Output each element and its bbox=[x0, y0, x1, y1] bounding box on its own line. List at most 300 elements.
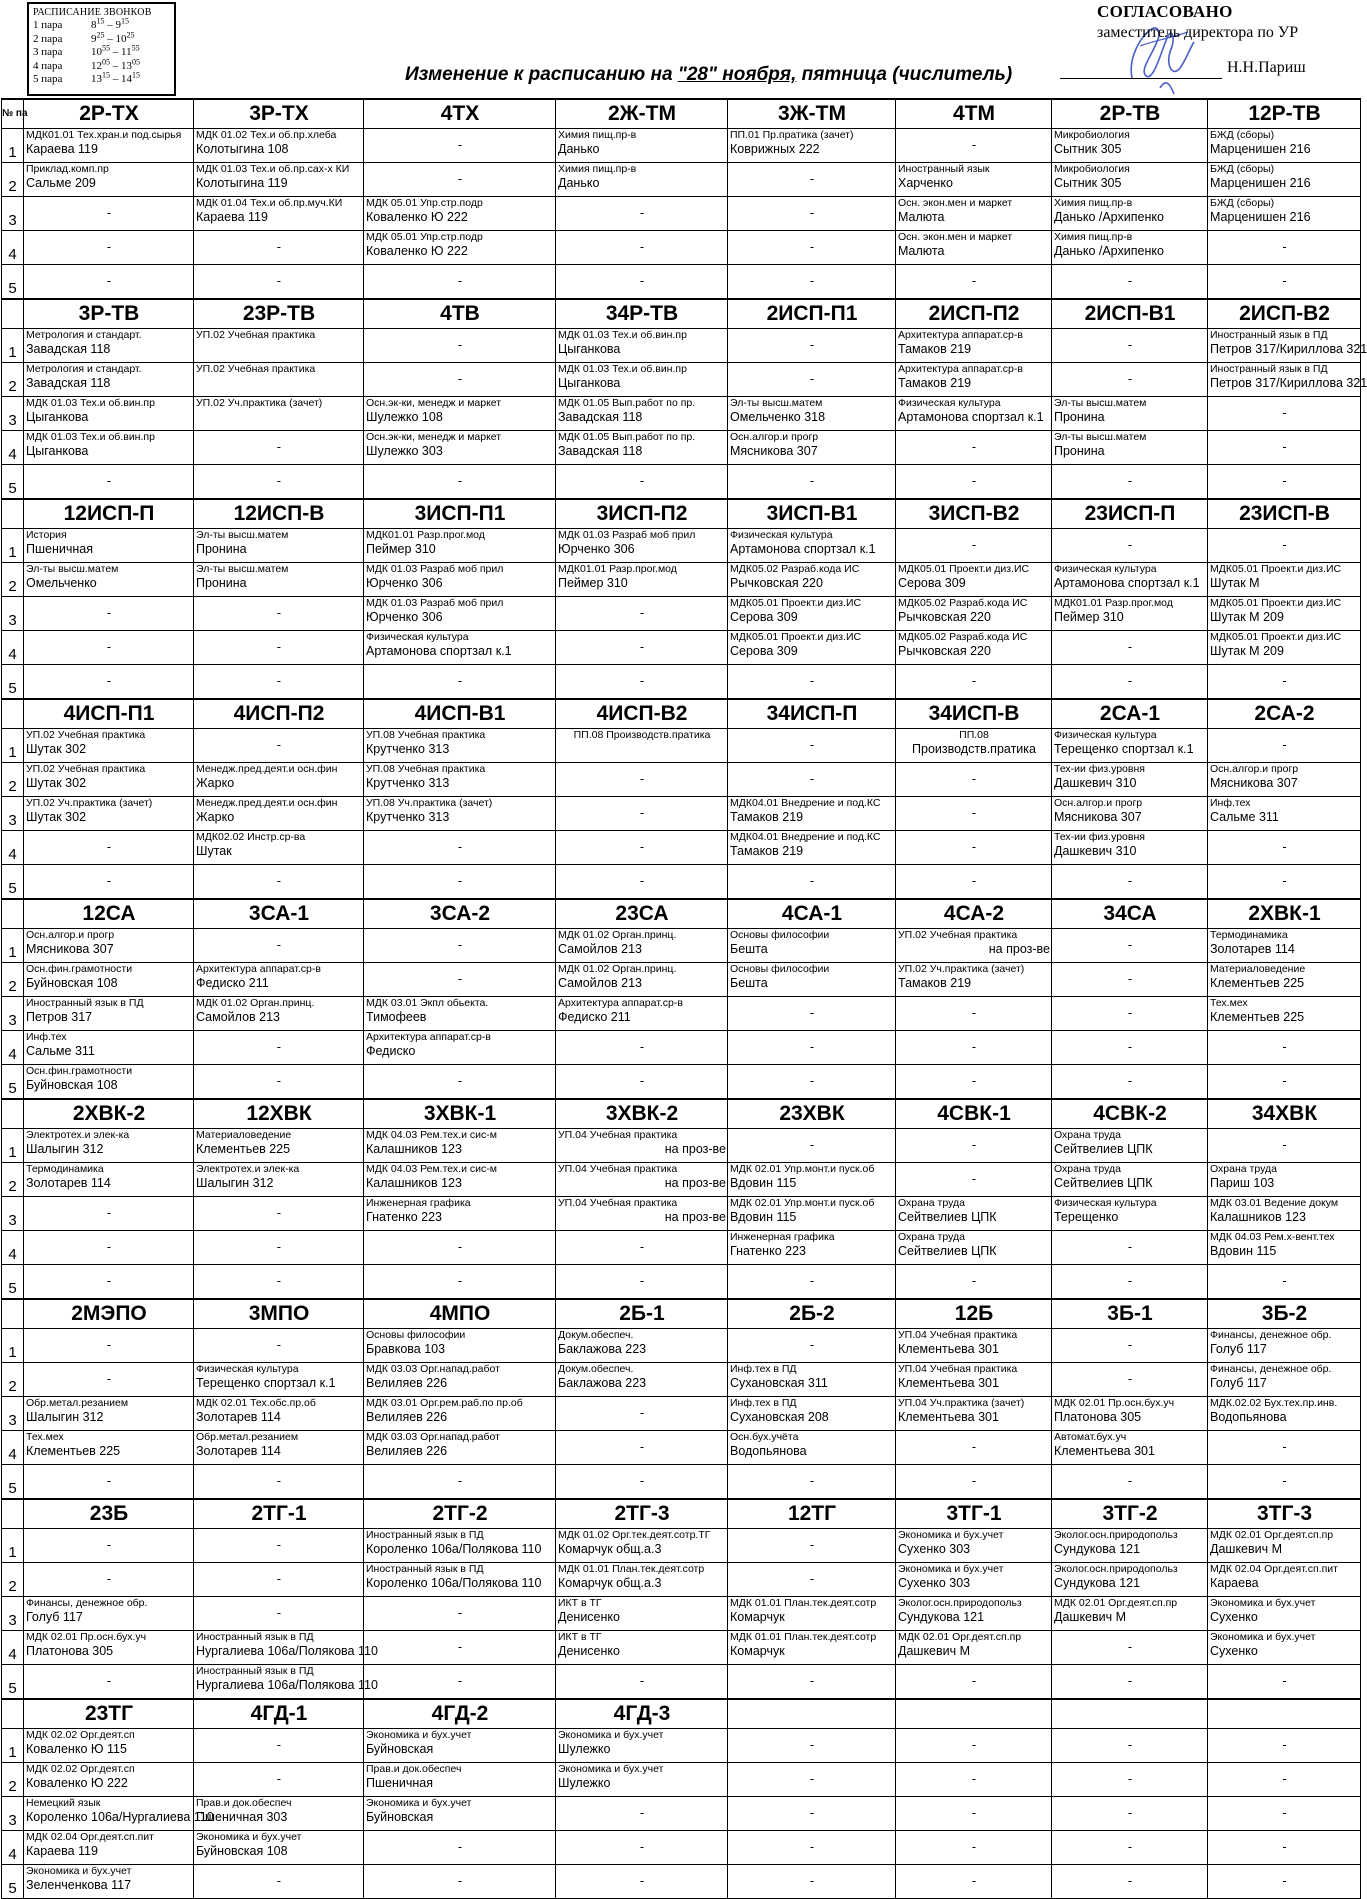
lesson-cell: - bbox=[194, 431, 364, 465]
teacher-room: Юрченко 306 bbox=[366, 576, 443, 590]
bell-label: 4 пара bbox=[33, 59, 63, 72]
teacher-room: Шутак bbox=[196, 844, 232, 858]
group-name: 3ИСП-В1 bbox=[728, 499, 896, 529]
teacher-room: Вдовин 115 bbox=[1210, 1244, 1277, 1258]
lesson-row bbox=[2, 1631, 1361, 1665]
subject-name: МДК 02.01 Пр.осн.бух.уч bbox=[1054, 1397, 1175, 1409]
lesson-cell bbox=[728, 1397, 896, 1431]
subject-name: Тех.мех bbox=[1210, 997, 1248, 1009]
teacher-room: Короленко 106а/Полякова 110 bbox=[366, 1542, 542, 1556]
lesson-row bbox=[2, 1763, 1361, 1797]
subject-name: МДК05.01 Проект.и диз.ИС bbox=[1210, 631, 1342, 643]
teacher-room: Завадская 118 bbox=[558, 410, 643, 424]
subject-name: Физическая культура bbox=[196, 1363, 299, 1375]
lesson-cell: - bbox=[1208, 1431, 1361, 1465]
lesson-number-header bbox=[2, 899, 24, 929]
lesson-row bbox=[2, 1397, 1361, 1431]
subject-name: МДК 01.03 Разраб моб прил bbox=[366, 563, 504, 575]
lesson-row bbox=[2, 1129, 1361, 1163]
lesson-cell bbox=[556, 329, 728, 363]
lesson-cell bbox=[728, 1231, 896, 1265]
lesson-cell bbox=[24, 963, 194, 997]
teacher-room: Коваленко Ю 115 bbox=[26, 1742, 127, 1756]
teacher-room: Данько bbox=[558, 176, 600, 190]
subject-name: Экономика и бух.учет bbox=[196, 1831, 302, 1843]
lesson-row bbox=[2, 1265, 1361, 1300]
lesson-cell bbox=[728, 963, 896, 997]
lesson-cell: - bbox=[556, 1797, 728, 1831]
lesson-cell bbox=[896, 1597, 1052, 1631]
lesson-cell: - bbox=[194, 1763, 364, 1797]
lesson-row bbox=[2, 1363, 1361, 1397]
teacher-room: Пшеничная 303 bbox=[196, 1810, 288, 1824]
lesson-cell bbox=[556, 1631, 728, 1665]
lesson-cell bbox=[1052, 797, 1208, 831]
subject-name: МДК 01.03 Тех.и об.вин.пр bbox=[26, 431, 155, 443]
teacher-room: Золотарев 114 bbox=[1210, 942, 1295, 956]
subject-name: УП.08 Учебная практика bbox=[366, 763, 486, 775]
lesson-cell bbox=[364, 597, 556, 631]
lesson-cell: - bbox=[1052, 665, 1208, 700]
subject-name: МДК 02.01 Орг.деят.сп.пр bbox=[898, 1631, 1022, 1643]
teacher-room: Вдовин 115 bbox=[730, 1176, 797, 1190]
group-name: 3ТГ-2 bbox=[1052, 1499, 1208, 1529]
subject-name: Основы философии bbox=[730, 929, 830, 941]
lesson-number-header bbox=[2, 499, 24, 529]
teacher-room: Данько bbox=[558, 142, 600, 156]
teacher-room: Пеймер 310 bbox=[366, 542, 436, 556]
teacher-room: Мясникова 307 bbox=[26, 942, 114, 956]
lesson-number: 5 bbox=[2, 865, 24, 900]
subject-name: УП.08 Уч.практика (зачет) bbox=[366, 797, 493, 809]
lesson-cell bbox=[896, 231, 1052, 265]
group-name: 4ИСП-В1 bbox=[364, 699, 556, 729]
lesson-row bbox=[2, 129, 1361, 163]
lesson-number: 1 bbox=[2, 1129, 24, 1163]
lesson-cell: - bbox=[364, 831, 556, 865]
lesson-cell bbox=[364, 1329, 556, 1363]
lesson-number: 1 bbox=[2, 329, 24, 363]
subject-name: Инф.тех bbox=[26, 1031, 67, 1043]
teacher-room: Сухенко 303 bbox=[898, 1576, 971, 1590]
lesson-number-header bbox=[2, 1299, 24, 1329]
lesson-cell bbox=[1208, 1197, 1361, 1231]
lesson-cell: - bbox=[1208, 397, 1361, 431]
subject-name: Эл-ты высш.матем bbox=[26, 563, 119, 575]
teacher-room: Самойлов 213 bbox=[196, 1010, 281, 1024]
teacher-room: Завадская 118 bbox=[26, 376, 111, 390]
lesson-cell: - bbox=[24, 1231, 194, 1265]
lesson-cell bbox=[364, 1563, 556, 1597]
lesson-cell bbox=[556, 529, 728, 563]
subject-name: ИКТ в ТГ bbox=[558, 1597, 602, 1609]
teacher-room: Шутак М 209 bbox=[1210, 644, 1284, 658]
subject-name: МДК04.01 Внедрение и под.КС bbox=[730, 831, 881, 843]
lesson-cell: - bbox=[896, 1431, 1052, 1465]
lesson-cell bbox=[364, 1763, 556, 1797]
group-name: 3СА-1 bbox=[194, 899, 364, 929]
group-name: 4ТВ bbox=[364, 299, 556, 329]
teacher-room: Нургалиева 106а/Полякова 110 bbox=[196, 1644, 378, 1658]
lesson-cell bbox=[1052, 831, 1208, 865]
lesson-cell: - bbox=[24, 831, 194, 865]
teacher-room: Комарчук bbox=[730, 1644, 785, 1658]
subject-name: Экономика и бух.учет bbox=[898, 1563, 1004, 1575]
lesson-number: 3 bbox=[2, 397, 24, 431]
group-name: 2ТГ-1 bbox=[194, 1499, 364, 1529]
teacher-room: Крутченко 313 bbox=[366, 742, 450, 756]
teacher-room: Сейтвелиев ЦПК bbox=[898, 1210, 997, 1224]
lesson-cell: - bbox=[1052, 1665, 1208, 1700]
teacher-room: Денисенко bbox=[558, 1610, 620, 1624]
lesson-cell: - bbox=[364, 1665, 556, 1700]
lesson-cell bbox=[728, 1631, 896, 1665]
lesson-cell bbox=[1052, 231, 1208, 265]
lesson-cell bbox=[728, 1163, 896, 1197]
lesson-number: 1 bbox=[2, 529, 24, 563]
teacher-room: Коваленко Ю 222 bbox=[366, 244, 468, 258]
lesson-cell: - bbox=[896, 1065, 1052, 1100]
lesson-number: 5 bbox=[2, 465, 24, 500]
lesson-row bbox=[2, 397, 1361, 431]
lesson-number: 2 bbox=[2, 1363, 24, 1397]
lesson-cell: - bbox=[194, 1197, 364, 1231]
teacher-room: Денисенко bbox=[558, 1644, 620, 1658]
lesson-cell: - bbox=[194, 1065, 364, 1100]
subject-name: МДК 03.03 Орг.напад.работ bbox=[366, 1363, 500, 1375]
teacher-room: Платонова 305 bbox=[1054, 1410, 1142, 1424]
lesson-cell bbox=[896, 729, 1052, 763]
subject-name: Термодинамика bbox=[26, 1163, 104, 1175]
group-name: 3ИСП-П2 bbox=[556, 499, 728, 529]
subject-name: Прав.и док.обеспеч bbox=[196, 1797, 292, 1809]
subject-name: Архитектура аппарат.ср-в bbox=[898, 329, 1023, 341]
group-name: 2СА-2 bbox=[1208, 699, 1361, 729]
lesson-cell: - bbox=[364, 1065, 556, 1100]
lesson-cell: - bbox=[194, 929, 364, 963]
teacher-room: Петров 317/Кириллова 321 bbox=[1210, 376, 1367, 390]
subject-name: УП.02 Уч.практика (зачет) bbox=[26, 797, 153, 809]
subject-name: Менедж.пред.деят.и осн.фин bbox=[196, 763, 338, 775]
lesson-number: 3 bbox=[2, 1797, 24, 1831]
subject-name: МДК 02.01 Тех.обс.пр.об bbox=[196, 1397, 316, 1409]
lesson-cell bbox=[24, 1831, 194, 1865]
bell-time: $13^{15} - 14^{15}$ bbox=[91, 70, 140, 86]
lesson-cell: - bbox=[194, 1563, 364, 1597]
subject-name: Иностранный язык в ПД bbox=[366, 1529, 484, 1541]
subject-name: Докум.обеспеч. bbox=[558, 1329, 634, 1341]
subject-name: Финансы, денежное обр. bbox=[1210, 1329, 1332, 1341]
group-name: 2Р-ТХ bbox=[24, 99, 194, 129]
lesson-cell: - bbox=[1052, 1465, 1208, 1500]
lesson-cell bbox=[728, 1597, 896, 1631]
group-header-row bbox=[2, 1099, 1361, 1129]
group-name: 4ИСП-В2 bbox=[556, 699, 728, 729]
lesson-cell bbox=[1052, 1163, 1208, 1197]
subject-name: МДК 02.01 Упр.монт.и пуск.об bbox=[730, 1197, 875, 1209]
subject-name: МДК05.01 Проект.и диз.ИС bbox=[1210, 597, 1342, 609]
teacher-room: на проз-ве bbox=[664, 1142, 726, 1156]
lesson-cell: - bbox=[1052, 631, 1208, 665]
group-name: 3СА-2 bbox=[364, 899, 556, 929]
bell-time-part: 15 bbox=[132, 70, 140, 80]
lesson-cell: - bbox=[24, 1563, 194, 1597]
lesson-cell: - bbox=[194, 665, 364, 700]
teacher-room: Сундукова 121 bbox=[898, 1610, 985, 1624]
group-name: 34ХВК bbox=[1208, 1099, 1361, 1129]
lesson-cell: - bbox=[194, 1329, 364, 1363]
bell-time-part: 10 bbox=[91, 46, 102, 59]
lesson-cell: - bbox=[1052, 1729, 1208, 1763]
subject-name: Осн.бух.учёта bbox=[730, 1431, 799, 1443]
teacher-room: Тамаков 219 bbox=[730, 844, 804, 858]
lesson-cell: - bbox=[1208, 1031, 1361, 1065]
lesson-cell bbox=[1208, 1329, 1361, 1363]
teacher-room: Серова 309 bbox=[898, 576, 966, 590]
lesson-cell bbox=[194, 1363, 364, 1397]
subject-name: Эл-ты высш.матем bbox=[196, 529, 289, 541]
subject-name: МДК 01.03 Разраб моб прил bbox=[558, 529, 696, 541]
lesson-cell: - bbox=[556, 1397, 728, 1431]
lesson-cell: - bbox=[556, 1265, 728, 1300]
group-name: 4СВК-2 bbox=[1052, 1099, 1208, 1129]
teacher-room: Марценишен 216 bbox=[1210, 142, 1311, 156]
subject-name: Охрана труда bbox=[1210, 1163, 1277, 1175]
lesson-cell bbox=[896, 1197, 1052, 1231]
bell-time-part: 55 bbox=[102, 43, 110, 53]
subject-name: Физическая культура bbox=[1054, 1197, 1157, 1209]
subject-name: Иностранный язык в ПД bbox=[366, 1563, 484, 1575]
lesson-cell bbox=[1208, 163, 1361, 197]
subject-name: Эл-ты высш.матем bbox=[1054, 431, 1147, 443]
teacher-room: Рычковская 220 bbox=[898, 610, 991, 624]
teacher-room: Тамаков 219 bbox=[730, 810, 804, 824]
teacher-room: Голуб 117 bbox=[1210, 1342, 1267, 1356]
lesson-cell: - bbox=[24, 1529, 194, 1563]
lesson-cell: - bbox=[1052, 1831, 1208, 1865]
teacher-room: Пронина bbox=[196, 576, 247, 590]
group-name: 23ИСП-В bbox=[1208, 499, 1361, 529]
lesson-cell bbox=[1208, 997, 1361, 1031]
bell-time-part: 12 bbox=[91, 59, 102, 72]
teacher-room: Платонова 305 bbox=[26, 1644, 114, 1658]
lesson-row bbox=[2, 1031, 1361, 1065]
lesson-row bbox=[2, 631, 1361, 665]
lesson-row bbox=[2, 163, 1361, 197]
lesson-row bbox=[2, 797, 1361, 831]
lesson-number: 3 bbox=[2, 1197, 24, 1231]
lesson-number: 5 bbox=[2, 1665, 24, 1700]
teacher-room: Малюта bbox=[898, 210, 945, 224]
lesson-cell: - bbox=[24, 231, 194, 265]
teacher-room: Марценишен 216 bbox=[1210, 176, 1311, 190]
teacher-room: Буйновская 108 bbox=[26, 976, 118, 990]
teacher-room: Клементьева 301 bbox=[898, 1376, 999, 1390]
bell-label: 5 пара bbox=[33, 73, 63, 86]
lesson-cell bbox=[24, 997, 194, 1031]
lesson-cell bbox=[194, 363, 364, 397]
group-name: 12ТГ bbox=[728, 1499, 896, 1529]
subject-name: Микробиология bbox=[1054, 129, 1130, 141]
subject-name: МДК 01.04 Тех.и об.пр.муч.КИ bbox=[196, 197, 343, 209]
subject-name: МДК05.01 Проект.и диз.ИС bbox=[730, 597, 862, 609]
lesson-number-header bbox=[2, 299, 24, 329]
subject-name: Метрология и стандарт. bbox=[26, 363, 142, 375]
lesson-row bbox=[2, 1197, 1361, 1231]
lesson-cell bbox=[556, 1197, 728, 1231]
lesson-cell bbox=[1052, 1529, 1208, 1563]
lesson-cell bbox=[896, 1363, 1052, 1397]
teacher-room: Терещенко спортзал к.1 bbox=[1054, 742, 1194, 756]
subject-name: МДК 04.03 Рем.тех.и сис-м bbox=[366, 1163, 497, 1175]
lesson-number: 3 bbox=[2, 1597, 24, 1631]
lesson-cell: - bbox=[364, 1465, 556, 1500]
group-name: 12Б bbox=[896, 1299, 1052, 1329]
subject-name: Осн.эк-ки, менедж и маркет bbox=[366, 431, 502, 443]
lesson-cell bbox=[896, 397, 1052, 431]
bell-time-part: 13 bbox=[121, 59, 132, 72]
subject-name: Эколог.осн.природопольз bbox=[1054, 1563, 1178, 1575]
subject-name: УП.04 Учебная практика bbox=[558, 1163, 678, 1175]
lesson-cell bbox=[896, 563, 1052, 597]
lesson-number: 5 bbox=[2, 1465, 24, 1500]
lesson-number: 2 bbox=[2, 1563, 24, 1597]
lesson-cell: - bbox=[1208, 1465, 1361, 1500]
lesson-cell: - bbox=[1052, 363, 1208, 397]
subject-name: Эколог.осн.природопольз bbox=[1054, 1529, 1178, 1541]
teacher-room: Короленко 106а/Нургалиева 110 bbox=[26, 1810, 214, 1824]
teacher-room: Пеймер 310 bbox=[1054, 610, 1124, 624]
lesson-row bbox=[2, 563, 1361, 597]
subject-name: МДК 01.03 Тех.и об.вин.пр bbox=[558, 363, 687, 375]
lesson-cell: - bbox=[728, 1763, 896, 1797]
lesson-number: 5 bbox=[2, 1065, 24, 1100]
signature-line bbox=[1060, 78, 1222, 79]
lesson-cell: - bbox=[364, 1865, 556, 1899]
lesson-cell: - bbox=[896, 1465, 1052, 1500]
lesson-cell bbox=[1052, 729, 1208, 763]
teacher-room: Крутченко 313 bbox=[366, 776, 450, 790]
subject-name: Основы философии bbox=[730, 963, 830, 975]
subject-name: Эколог.осн.природопольз bbox=[898, 1597, 1022, 1609]
teacher-room: Петров 317/Кириллова 321 bbox=[1210, 342, 1367, 356]
lesson-cell: - bbox=[1052, 1631, 1208, 1665]
subject-name: Приклад.комп.пр bbox=[26, 163, 109, 175]
subject-name: УП.04 Учебная практика bbox=[558, 1197, 678, 1209]
lesson-cell: - bbox=[728, 329, 896, 363]
lesson-row bbox=[2, 1431, 1361, 1465]
lesson-number-header bbox=[2, 699, 24, 729]
teacher-room: Рычковская 220 bbox=[730, 576, 823, 590]
lesson-cell: - bbox=[194, 631, 364, 665]
lesson-row bbox=[2, 1529, 1361, 1563]
lesson-cell: - bbox=[1052, 1363, 1208, 1397]
subject-name: МДК 01.03 Разраб моб прил bbox=[366, 597, 504, 609]
subject-name: МДК 01.02 Орган.принц. bbox=[196, 997, 315, 1009]
lesson-cell: - bbox=[1208, 1865, 1361, 1899]
subject-name: МДК 01.02 Орг.тек.деят.сотр.ТГ bbox=[558, 1529, 711, 1541]
group-name: 23Б bbox=[24, 1499, 194, 1529]
lesson-cell bbox=[1052, 1431, 1208, 1465]
teacher-room: Шалыгин 312 bbox=[196, 1176, 274, 1190]
lesson-cell bbox=[1208, 1563, 1361, 1597]
lesson-row bbox=[2, 1665, 1361, 1700]
group-name bbox=[1208, 1699, 1361, 1729]
lesson-cell bbox=[194, 129, 364, 163]
lesson-cell bbox=[556, 729, 728, 763]
teacher-room: Федиско 211 bbox=[196, 976, 269, 990]
lesson-cell: - bbox=[1052, 465, 1208, 500]
subject-name: Осн.алгор.и прогр bbox=[1210, 763, 1299, 775]
group-name: 2Р-ТВ bbox=[1052, 99, 1208, 129]
teacher-room: Тамаков 219 bbox=[898, 976, 972, 990]
lesson-cell bbox=[728, 797, 896, 831]
group-name: 12Р-ТВ bbox=[1208, 99, 1361, 129]
teacher-room: Караева 119 bbox=[26, 1844, 98, 1858]
lesson-cell bbox=[364, 997, 556, 1031]
teacher-room: Харченко bbox=[898, 176, 953, 190]
subject-name: МДК01.01 Разр.прог.мод bbox=[1054, 597, 1173, 609]
subject-name: МДК 02.01 Орг.деят.сп.пр bbox=[1054, 1597, 1178, 1609]
lesson-cell bbox=[556, 363, 728, 397]
subject-name: Экономика и бух.учет bbox=[366, 1729, 472, 1741]
subject-name: Основы философии bbox=[366, 1329, 466, 1341]
teacher-room: Дашкевич 310 bbox=[1054, 844, 1137, 858]
lesson-cell bbox=[194, 1831, 364, 1865]
lesson-cell bbox=[194, 163, 364, 197]
subject-name: МДК 01.01 План.тек.деят.сотр bbox=[558, 1563, 705, 1575]
lesson-number: 1 bbox=[2, 129, 24, 163]
lesson-cell bbox=[556, 397, 728, 431]
teacher-room: Колотыгина 108 bbox=[196, 142, 289, 156]
lesson-cell: - bbox=[556, 1231, 728, 1265]
teacher-room: Водопьянова bbox=[730, 1444, 807, 1458]
schedule-table bbox=[1, 98, 1367, 1899]
lesson-cell: - bbox=[896, 997, 1052, 1031]
lesson-cell: - bbox=[728, 1563, 896, 1597]
teacher-room: Серова 309 bbox=[730, 644, 798, 658]
group-name: 23ИСП-П bbox=[1052, 499, 1208, 529]
bell-time-part: 55 bbox=[131, 43, 140, 53]
subject-name: Электротех.и элек-ка bbox=[26, 1129, 130, 1141]
lesson-row bbox=[2, 1729, 1361, 1763]
lesson-cell: - bbox=[194, 231, 364, 265]
subject-name: Физическая культура bbox=[730, 529, 833, 541]
group-name: 2Б-2 bbox=[728, 1299, 896, 1329]
lesson-cell bbox=[1208, 631, 1361, 665]
subject-name: Экономика и бух.учет bbox=[26, 1865, 132, 1877]
lesson-cell bbox=[1208, 329, 1367, 363]
group-name: 2ТГ-3 bbox=[556, 1499, 728, 1529]
group-name: 2МЭПО bbox=[24, 1299, 194, 1329]
lesson-cell: - bbox=[1208, 1065, 1361, 1100]
lesson-cell bbox=[556, 163, 728, 197]
subject-name: Финансы, денежное обр. bbox=[26, 1597, 148, 1609]
subject-name: Физическая культура bbox=[366, 631, 469, 643]
teacher-room: Золотарев 114 bbox=[26, 1176, 111, 1190]
lesson-cell bbox=[1208, 563, 1361, 597]
group-name: 4СА-2 bbox=[896, 899, 1052, 929]
lesson-cell: - bbox=[896, 1031, 1052, 1065]
subject-name: МДК 02.04 Орг.деят.сп.пит bbox=[26, 1831, 154, 1843]
group-name: 3ТГ-1 bbox=[896, 1499, 1052, 1529]
lesson-cell bbox=[24, 397, 194, 431]
subject-name: Экономика и бух.учет bbox=[1210, 1597, 1316, 1609]
lesson-cell bbox=[194, 997, 364, 1031]
teacher-room: Омельченко bbox=[26, 576, 97, 590]
teacher-room: Сундукова 121 bbox=[1054, 1576, 1141, 1590]
lesson-cell bbox=[556, 963, 728, 997]
